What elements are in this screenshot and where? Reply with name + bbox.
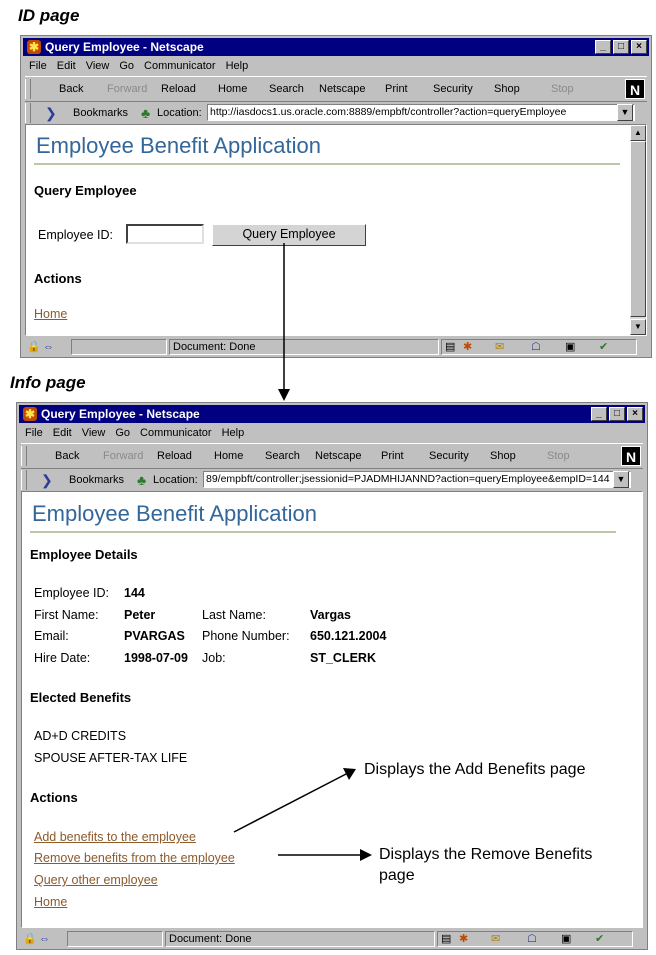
menu-file[interactable]: File xyxy=(29,60,47,72)
menu-go[interactable]: Go xyxy=(115,427,131,439)
browser-window-info-page xyxy=(16,402,648,950)
back-button[interactable]: Back xyxy=(55,450,80,462)
netscape-app-icon: ✱ xyxy=(28,40,40,54)
component-composer-icon[interactable]: ▣ xyxy=(565,341,576,353)
hire-date-value: 1998-07-09 xyxy=(124,651,188,665)
window-title: Query Employee - Netscape xyxy=(41,407,200,421)
app-title: Employee Benefit Application xyxy=(32,501,317,526)
window-title: Query Employee - Netscape xyxy=(45,40,204,54)
job-label: Job: xyxy=(202,651,226,665)
security-button[interactable]: Security xyxy=(429,450,469,462)
title-bar[interactable] xyxy=(23,38,649,56)
status-progress-area xyxy=(67,931,163,947)
component-navigator-icon[interactable]: ✱ xyxy=(463,341,473,353)
employee-id-input[interactable] xyxy=(126,224,204,244)
stop-button[interactable]: Stop xyxy=(551,83,574,95)
query-employee-heading: Query Employee xyxy=(34,183,137,198)
bookmarks-icon[interactable]: ❯ xyxy=(45,105,57,121)
back-button[interactable]: Back xyxy=(59,83,84,95)
shop-button[interactable]: Shop xyxy=(490,450,516,462)
location-input[interactable]: http://iasdocs1.us.oracle.com:8889/empbft/controller?action=queryEmployee xyxy=(207,104,635,121)
toolbar-grip[interactable] xyxy=(25,79,31,99)
vertical-scrollbar[interactable] xyxy=(630,125,646,335)
location-input[interactable]: 89/empbft/controller;jsessionid=PJADMHIJANND?action=queryEmployee&empID=144 xyxy=(203,471,631,488)
employee-id-label: Employee ID: xyxy=(34,586,110,600)
shop-button[interactable]: Shop xyxy=(494,83,520,95)
maximize-button[interactable]: □ xyxy=(609,407,625,421)
component-discussions-icon[interactable]: ☖ xyxy=(531,341,541,353)
add-benefits-link[interactable]: Add benefits to the employee xyxy=(34,830,196,844)
location-dropdown-button[interactable]: ▼ xyxy=(617,104,633,121)
location-label: Location: xyxy=(153,474,198,486)
navigation-toolbar xyxy=(25,76,647,102)
title-divider xyxy=(34,163,620,165)
forward-button[interactable]: Forward xyxy=(107,83,148,95)
netscape-logo-icon: N xyxy=(621,446,641,466)
search-button[interactable]: Search xyxy=(265,450,300,462)
remove-benefits-link[interactable]: Remove benefits from the employee xyxy=(34,851,235,865)
remove-benefits-annotation-line2: page xyxy=(379,867,415,884)
remove-benefits-annotation-line1: Displays the Remove Benefits xyxy=(379,846,593,863)
phone-value: 650.121.2004 xyxy=(310,629,387,643)
location-page-icon[interactable]: ♣ xyxy=(141,105,151,121)
caption-id-page: ID page xyxy=(18,6,80,25)
component-instant-icon[interactable]: ✔ xyxy=(599,341,609,353)
maximize-button[interactable]: □ xyxy=(613,40,629,54)
bookmarks-button[interactable]: Bookmarks xyxy=(73,107,129,119)
print-button[interactable]: Print xyxy=(385,83,408,95)
employee-details-heading: Employee Details xyxy=(30,547,138,562)
security-lock-icon[interactable]: 🔒 xyxy=(27,341,41,353)
menu-edit[interactable]: Edit xyxy=(56,60,76,72)
menu-help[interactable]: Help xyxy=(221,427,245,439)
query-other-employee-link[interactable]: Query other employee xyxy=(34,873,158,887)
query-employee-button[interactable]: Query Employee xyxy=(212,224,366,246)
scroll-thumb[interactable] xyxy=(630,141,646,317)
location-toolbar xyxy=(25,102,647,124)
caption-info-page: Info page xyxy=(10,373,86,392)
job-value: ST_CLERK xyxy=(310,651,376,665)
menu-communicator[interactable]: Communicator xyxy=(140,427,212,439)
bookmarks-button[interactable]: Bookmarks xyxy=(69,474,125,486)
scroll-up-button[interactable]: ▲ xyxy=(630,125,646,141)
menu-bar xyxy=(21,424,643,442)
browser-window-id-page xyxy=(20,35,652,358)
reload-button[interactable]: Reload xyxy=(161,83,196,95)
netscape-button[interactable]: Netscape xyxy=(319,83,366,95)
home-button[interactable]: Home xyxy=(218,83,248,95)
home-link[interactable]: Home xyxy=(34,895,68,909)
component-page-icon[interactable]: ▤ xyxy=(445,341,456,353)
phone-label: Phone Number: xyxy=(202,629,290,643)
netscape-app-icon: ✱ xyxy=(24,407,36,421)
benefit-item: SPOUSE AFTER-TAX LIFE xyxy=(34,751,188,765)
title-divider xyxy=(30,531,616,533)
add-benefits-annotation: Displays the Add Benefits page xyxy=(364,761,586,778)
search-button[interactable]: Search xyxy=(269,83,304,95)
email-label: Email: xyxy=(34,629,69,643)
print-button[interactable]: Print xyxy=(381,450,404,462)
status-progress-area xyxy=(71,339,167,355)
menu-help[interactable]: Help xyxy=(225,60,249,72)
last-name-value: Vargas xyxy=(310,608,352,622)
actions-heading: Actions xyxy=(30,790,78,805)
menu-view[interactable]: View xyxy=(85,60,110,72)
employee-id-value: 144 xyxy=(124,586,145,600)
minimize-button[interactable]: _ xyxy=(591,407,607,421)
component-mail-icon[interactable]: ✉ xyxy=(495,341,505,353)
last-name-label: Last Name: xyxy=(202,608,266,622)
location-page-icon[interactable]: ♣ xyxy=(137,472,147,488)
menu-edit[interactable]: Edit xyxy=(52,427,72,439)
toolbar-grip[interactable] xyxy=(25,103,31,123)
netscape-logo-icon: N xyxy=(625,79,645,99)
minimize-button[interactable]: _ xyxy=(595,40,611,54)
toolbar-grip[interactable] xyxy=(21,470,27,490)
close-button[interactable]: × xyxy=(631,40,647,54)
actions-heading: Actions xyxy=(34,271,82,286)
email-value: PVARGAS xyxy=(124,629,185,643)
navigation-toolbar xyxy=(21,443,643,469)
forward-button[interactable]: Forward xyxy=(103,450,144,462)
component-composer-icon[interactable]: ▣ xyxy=(561,933,572,945)
status-text: Document: Done xyxy=(169,339,439,355)
first-name-value: Peter xyxy=(124,608,156,622)
component-mail-icon[interactable]: ✉ xyxy=(491,933,501,945)
benefit-item: AD+D CREDITS xyxy=(34,729,127,743)
scroll-down-button[interactable]: ▼ xyxy=(630,319,646,335)
home-button[interactable]: Home xyxy=(214,450,244,462)
status-bar xyxy=(21,930,643,948)
security-lock-icon[interactable]: 🔒 xyxy=(23,933,37,945)
hire-date-label: Hire Date: xyxy=(34,651,91,665)
component-page-icon[interactable]: ▤ xyxy=(441,933,452,945)
component-discussions-icon[interactable]: ☖ xyxy=(527,933,537,945)
close-button[interactable]: × xyxy=(627,407,643,421)
connection-status-icon: ⇔ xyxy=(43,341,54,353)
home-link[interactable]: Home xyxy=(34,307,68,321)
location-label: Location: xyxy=(157,107,202,119)
title-bar[interactable] xyxy=(19,405,645,423)
app-title: Employee Benefit Application xyxy=(36,133,321,158)
security-button[interactable]: Security xyxy=(433,83,473,95)
menu-file[interactable]: File xyxy=(25,427,43,439)
elected-benefits-heading: Elected Benefits xyxy=(30,690,132,705)
menu-view[interactable]: View xyxy=(81,427,106,439)
connection-status-icon: ⇔ xyxy=(39,933,50,945)
reload-button[interactable]: Reload xyxy=(157,450,192,462)
component-navigator-icon[interactable]: ✱ xyxy=(459,933,469,945)
netscape-button[interactable]: Netscape xyxy=(315,450,362,462)
menu-go[interactable]: Go xyxy=(119,60,135,72)
employee-id-label: Employee ID: xyxy=(38,228,114,242)
component-instant-icon[interactable]: ✔ xyxy=(595,933,605,945)
location-dropdown-button[interactable]: ▼ xyxy=(613,471,629,488)
bookmarks-icon[interactable]: ❯ xyxy=(41,472,53,488)
status-text: Document: Done xyxy=(165,931,435,947)
stop-button[interactable]: Stop xyxy=(547,450,570,462)
menu-bar xyxy=(25,57,647,75)
location-toolbar xyxy=(21,469,643,491)
menu-communicator[interactable]: Communicator xyxy=(144,60,216,72)
page-content xyxy=(25,124,647,336)
first-name-label: First Name: xyxy=(34,608,99,622)
toolbar-grip[interactable] xyxy=(21,446,27,466)
status-bar xyxy=(25,338,647,356)
